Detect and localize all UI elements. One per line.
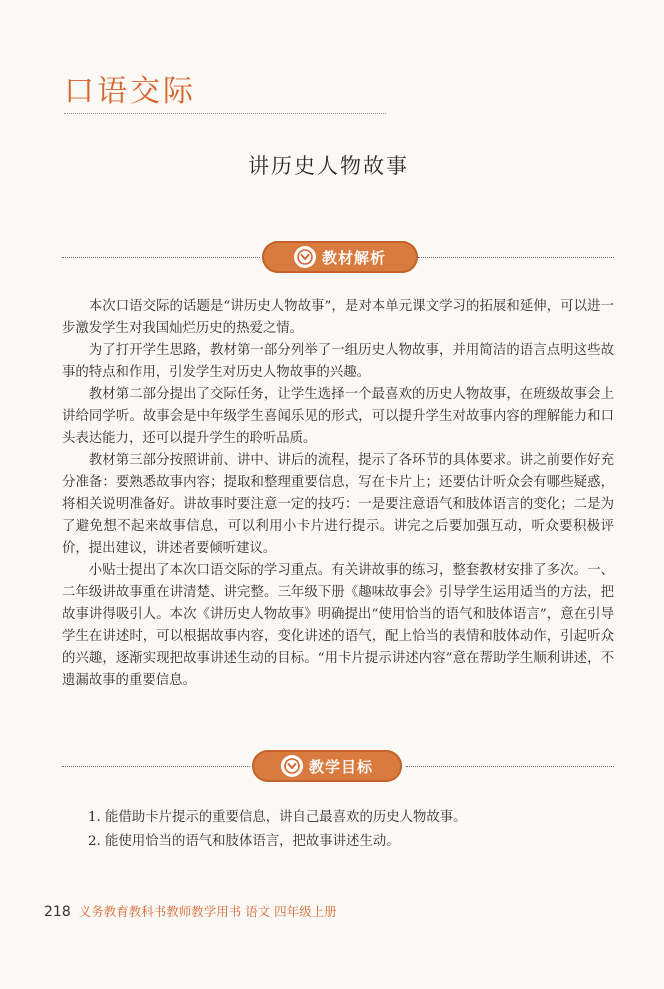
banner-label: 教学目标 <box>308 757 373 776</box>
lesson-title: 讲历史人物故事 <box>248 154 409 178</box>
banner-divider-right <box>418 257 614 258</box>
section-heading: 口语交际 <box>64 74 196 109</box>
goals-list <box>88 806 608 854</box>
analysis-body <box>62 296 614 692</box>
list-item: 2. 能使用恰当的语气和肢体语言，把故事讲述生动。 <box>88 834 400 849</box>
banner-divider-left <box>62 766 250 767</box>
banner-row-analysis <box>62 241 614 273</box>
paragraph: 小贴士提出了本次口语交际的学习重点。有关讲故事的练习，整套教材安排了多次。一、二年级讲故事重在讲清楚、讲完整。三年级下册《趣味故事会》引导学生运用适当的方法，把故事讲得吸引人。本次《讲历史人物故事》明确提出“使用恰当的语气和肢体语言”，意在引导学生在讲述时，可以根据故事内容，变化讲述的语气，配上恰当的表情和肢体动作，引起听众的兴趣，逐渐实现把故事讲述生动的目标。“用卡片提示讲述内容”意在帮助学生顺利讲述，不遗漏故事的重要信息。 <box>62 563 614 688</box>
paragraph: 本次口语交际的话题是“讲历史人物故事”，是对本单元课文学习的拓展和延伸，可以进一步激发学生对我国灿烂历史的热爱之情。 <box>62 299 614 336</box>
book-title: 义务教育教科书教师教学用书 语文 四年级上册 <box>78 904 337 919</box>
paragraph: 为了打开学生思路，教材第一部分列举了一组历史人物故事，并用简洁的语言点明这些故事的特点和作用，引发学生对历史人物故事的兴趣。 <box>62 343 614 380</box>
banner-divider-left <box>62 257 260 258</box>
chevron-circle-icon <box>294 246 316 268</box>
banner-row-goals <box>62 750 614 782</box>
page-footer <box>44 902 337 920</box>
list-item: 1. 能借助卡片提示的重要信息，讲自己最喜欢的历史人物故事。 <box>88 810 467 825</box>
chevron-circle-icon <box>281 755 303 777</box>
paragraph: 教材第二部分提出了交际任务，让学生选择一个最喜欢的历史人物故事，在班级故事会上讲给同学听。故事会是中年级学生喜闻乐见的形式，可以提升学生对故事内容的理解能力和口头表达能力，还可以提升学生的聆听品质。 <box>62 387 614 446</box>
page-number: 218 <box>44 904 71 920</box>
banner-divider-right <box>406 766 614 767</box>
banner-analysis <box>262 241 418 273</box>
banner-label: 教材解析 <box>321 248 386 267</box>
paragraph: 教材第三部分按照讲前、讲中、讲后的流程，提示了各环节的具体要求。讲之前要作好充分准备：要熟悉故事内容；提取和整理重要信息，写在卡片上；还要估计听众会有哪些疑惑，将相关说明准备好。讲故事时要注意一定的技巧：一是要注意语气和肢体语言的变化；二是为了避免想不起来故事信息，可以利用小卡片进行提示。讲完之后要加强互动，听众要积极评价，提出建议，讲述者要倾听建议。 <box>62 453 614 556</box>
heading-divider <box>64 113 386 114</box>
banner-goals <box>252 750 402 782</box>
